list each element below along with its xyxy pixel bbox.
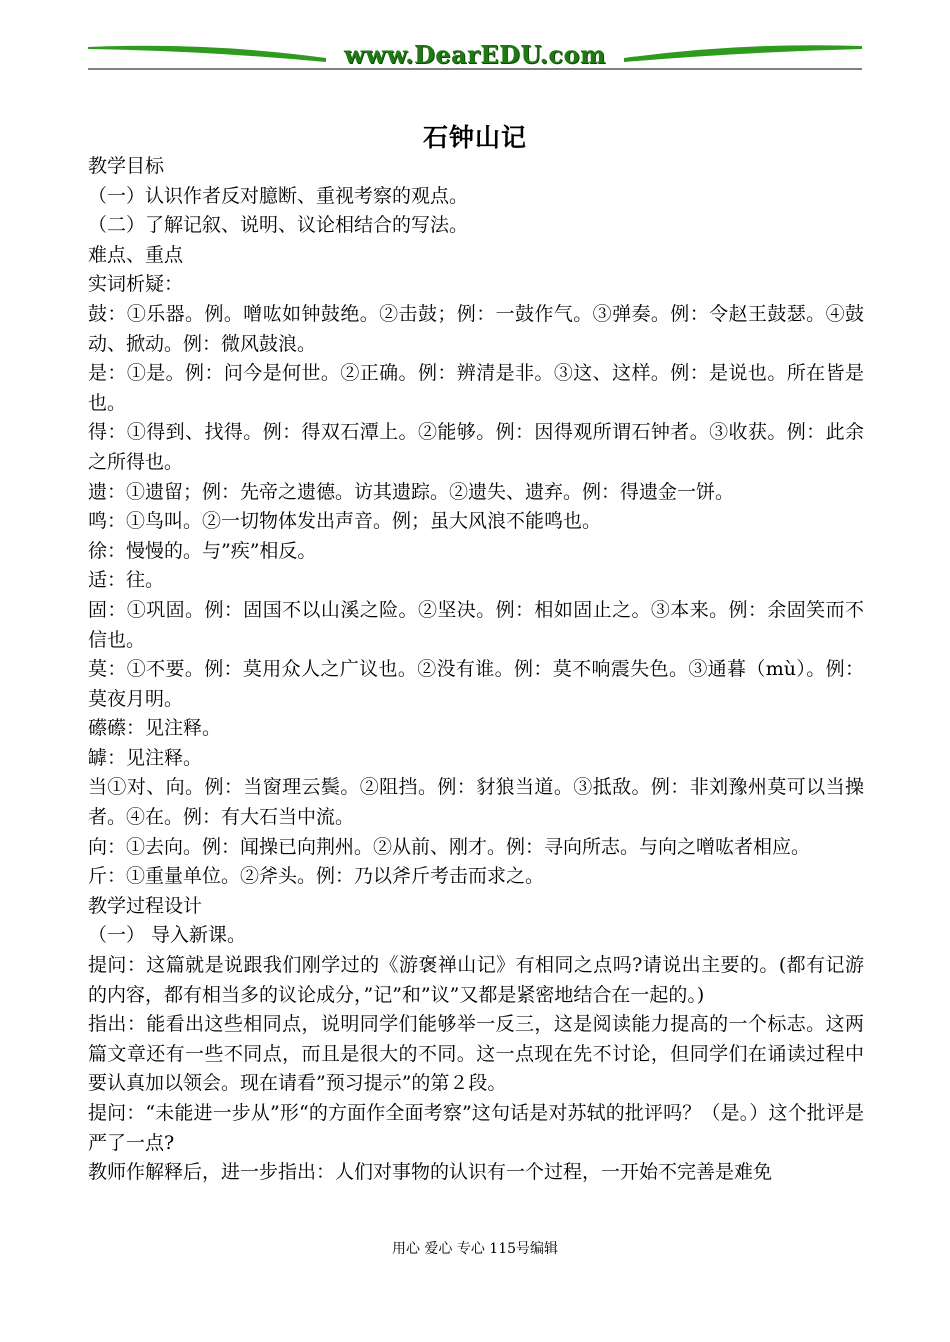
- paragraph: 徐：慢慢的。与”疾”相反。: [88, 539, 317, 562]
- paragraph: （一） 导入新课。: [88, 924, 247, 947]
- paragraph: 莫：①不要。例：莫用众人之广议也。②没有谁。例：莫不响震失色。③通暮（mù）。例：莫夜月明。: [88, 658, 864, 710]
- site-logo[interactable]: www.DearEDU.com: [344, 40, 606, 69]
- paragraph: 向：①去向。例：闻操已向荆州。②从前、刚才。例：寻向所志。与向之噌吰者相应。: [88, 835, 811, 858]
- paragraph: 指出：能看出这些相同点，说明同学们能够举一反三，这是阅读能力提高的一个标志。这两篇文章还有一些不同点，而且是很大的不同。这一点现在先不讨论，但同学们在诵读过程中要认真加以领会。现在请看”预习提示”的第２段。: [88, 1013, 864, 1095]
- paragraph: 鸣：①鸟叫。②一切物体发出声音。例；虽大风浪不能鸣也。: [88, 510, 602, 533]
- paragraph: 是：①是。例：问今是何世。②正确。例：辨清是非。③这、这样。例：是说也。所在皆是也。: [88, 362, 864, 414]
- paragraph: 提问：这篇就是说跟我们刚学过的《游褒禅山记》有相同之点吗?请说出主要的。(都有记游的内容，都有相当多的议论成分，”记”和”议”又都是紧密地结合在一起的。): [88, 954, 864, 1006]
- paragraph: 实词析疑：: [88, 273, 184, 296]
- paragraph: 固：①巩固。例：固国不以山溪之险。②坚决。例：相如固止之。③本来。例：余固笑而不信也。: [88, 598, 864, 651]
- document-title: 石钟山记: [422, 123, 527, 152]
- paragraph: 鼓：①乐器。例。噌吰如钟鼓绝。②击鼓；例：一鼓作气。③弹奏。例：令赵王鼓瑟。④鼓动、掀动。例：微风鼓浪。: [88, 302, 864, 355]
- page-footer: 用心 爱心 专心 115号编辑: [391, 1241, 559, 1257]
- paragraph: 适：往。: [88, 569, 165, 592]
- paragraph: 提问：“未能进一步从”形“的方面作全面考察”这句话是对苏轼的批评吗？（是。）这个批评是严了一点?: [88, 1102, 864, 1154]
- paragraph: （一）认识作者反对臆断、重视考察的观点。: [88, 184, 469, 207]
- paragraph: 教学过程设计: [88, 894, 203, 917]
- paragraph: 当①对、向。例：当窗理云鬓。②阻挡。例：豺狼当道。③抵敌。例：非刘豫州莫可以当操者。④在。例：有大石当中流。: [88, 776, 864, 829]
- paragraph: 斤：①重量单位。②斧头。例：乃以斧斤考击而求之。: [88, 865, 545, 888]
- paragraph: 难点、重点: [88, 243, 184, 266]
- paragraph: 教学目标: [88, 155, 165, 177]
- paragraph: 遗：①遗留；例：先帝之遗德。访其遗踪。②遗失、遗弃。例：得遗金一饼。: [88, 480, 735, 503]
- paragraph: 教师作解释后，进一步指出：人们对事物的认识有一个过程，一开始不完善是难免: [88, 1161, 773, 1184]
- page-header: [88, 38, 862, 72]
- paragraph: 礤礤：见注释。: [88, 717, 222, 740]
- paragraph: 罅：见注释。: [88, 746, 203, 769]
- document-body: [88, 152, 864, 1188]
- paragraph: 得：①得到、找得。例：得双石潭上。②能够。例：因得观所谓石钟者。③收获。例：此余之所得也。: [88, 421, 864, 473]
- paragraph: （二）了解记叙、说明、议论相结合的写法。: [88, 214, 469, 237]
